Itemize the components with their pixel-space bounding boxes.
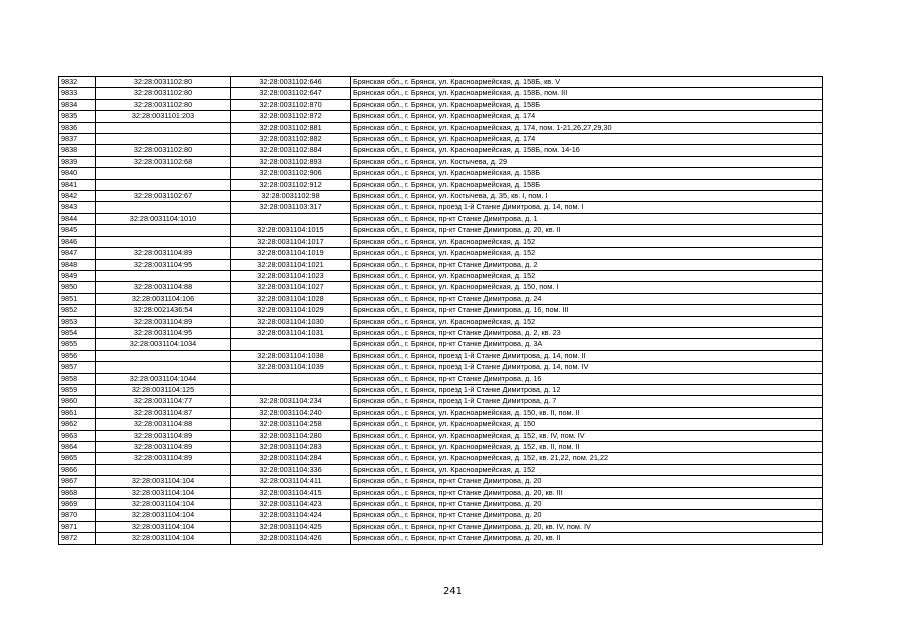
- cadastral-number-cell: [96, 464, 231, 475]
- table-row: [59, 202, 823, 213]
- cadastral-number-cell: [96, 122, 231, 133]
- cadastral-number-cell: 32:28:0031104:1044: [96, 373, 231, 384]
- cadastral-number-cell: [96, 134, 231, 145]
- row-number-cell: 9870: [59, 510, 96, 521]
- cadastral-number-cell: [96, 168, 231, 179]
- row-number-cell: 9836: [59, 122, 96, 133]
- object-cadastral-number-cell: [231, 213, 351, 224]
- address-cell: Брянская обл., г. Брянск, пр-кт Станке Димитрова, д. 2: [351, 259, 823, 270]
- cadastral-number-cell: 32:28:0031104:95: [96, 327, 231, 338]
- address-cell: Брянская обл., г. Брянск, ул. Красноармейская, д. 150: [351, 419, 823, 430]
- address-cell: Брянская обл., г. Брянск, пр-кт Станке Димитрова, д. 1: [351, 213, 823, 224]
- table-row: [59, 384, 823, 395]
- address-cell: Брянская обл., г. Брянск, проезд 1-й Станке Димитрова, д. 14, пом. I: [351, 202, 823, 213]
- address-cell: Брянская обл., г. Брянск, ул. Красноармейская, д. 174: [351, 111, 823, 122]
- address-cell: Брянская обл., г. Брянск, пр-кт Станке Димитрова, д. 20, кв. II: [351, 533, 823, 544]
- address-cell: Брянская обл., г. Брянск, проезд 1-й Станке Димитрова, д. 12: [351, 384, 823, 395]
- cadastral-number-cell: 32:28:0031102:68: [96, 156, 231, 167]
- object-cadastral-number-cell: 32:28:0031102:884: [231, 145, 351, 156]
- table-row: [59, 88, 823, 99]
- row-number-cell: 9851: [59, 293, 96, 304]
- object-cadastral-number-cell: 32:28:0031104:280: [231, 430, 351, 441]
- object-cadastral-number-cell: 32:28:0031104:1038: [231, 350, 351, 361]
- object-cadastral-number-cell: 32:28:0031104:1039: [231, 362, 351, 373]
- row-number-cell: 9837: [59, 134, 96, 145]
- object-cadastral-number-cell: 32:28:0031104:1028: [231, 293, 351, 304]
- row-number-cell: 9852: [59, 305, 96, 316]
- row-number-cell: 9854: [59, 327, 96, 338]
- table-row: [59, 168, 823, 179]
- row-number-cell: 9843: [59, 202, 96, 213]
- cadastral-number-cell: 32:28:0031104:89: [96, 248, 231, 259]
- table-row: [59, 225, 823, 236]
- table-row: [59, 236, 823, 247]
- cadastral-number-cell: [96, 225, 231, 236]
- row-number-cell: 9861: [59, 407, 96, 418]
- table-row: [59, 373, 823, 384]
- row-number-cell: 9833: [59, 88, 96, 99]
- object-cadastral-number-cell: 32:28:0031104:234: [231, 396, 351, 407]
- table-row: [59, 99, 823, 110]
- object-cadastral-number-cell: 32:28:0031102:872: [231, 111, 351, 122]
- address-cell: Брянская обл., г. Брянск, проезд 1-й Станке Димитрова, д. 14, пом. II: [351, 350, 823, 361]
- address-cell: Брянская обл., г. Брянск, ул. Красноармейская, д. 150, пом. I: [351, 282, 823, 293]
- object-cadastral-number-cell: 32:28:0031104:1015: [231, 225, 351, 236]
- cadastral-number-cell: 32:28:0031104:89: [96, 453, 231, 464]
- address-cell: Брянская обл., г. Брянск, ул. Красноармейская, д. 158Б: [351, 99, 823, 110]
- row-number-cell: 9849: [59, 270, 96, 281]
- address-cell: Брянская обл., г. Брянск, пр-кт Станке Димитрова, д. 24: [351, 293, 823, 304]
- table-row: [59, 156, 823, 167]
- table-row: [59, 453, 823, 464]
- table-row: [59, 145, 823, 156]
- table-row: [59, 510, 823, 521]
- cadastral-number-cell: 32:28:0031102:80: [96, 145, 231, 156]
- cadastral-number-cell: 32:28:0031102:67: [96, 191, 231, 202]
- address-cell: Брянская обл., г. Брянск, пр-кт Станке Димитрова, д. 20, кв. IV, пом. IV: [351, 521, 823, 532]
- address-cell: Брянская обл., г. Брянск, ул. Красноармейская, д. 158Б, пом. III: [351, 88, 823, 99]
- row-number-cell: 9865: [59, 453, 96, 464]
- table-row: [59, 339, 823, 350]
- row-number-cell: 9858: [59, 373, 96, 384]
- row-number-cell: 9868: [59, 487, 96, 498]
- table-row: [59, 191, 823, 202]
- table-row: [59, 521, 823, 532]
- table-row: [59, 305, 823, 316]
- registry-table: [58, 76, 823, 545]
- row-number-cell: 9853: [59, 316, 96, 327]
- object-cadastral-number-cell: 32:28:0031104:1021: [231, 259, 351, 270]
- table-row: [59, 213, 823, 224]
- row-number-cell: 9846: [59, 236, 96, 247]
- object-cadastral-number-cell: 32:28:0031102:881: [231, 122, 351, 133]
- table-row: [59, 442, 823, 453]
- address-cell: Брянская обл., г. Брянск, ул. Красноармейская, д. 152: [351, 316, 823, 327]
- address-cell: Брянская обл., г. Брянск, ул. Красноармейская, д. 174, пом. 1-21,26,27,29,30: [351, 122, 823, 133]
- object-cadastral-number-cell: 32:28:0031104:240: [231, 407, 351, 418]
- row-number-cell: 9850: [59, 282, 96, 293]
- table-row: [59, 533, 823, 544]
- object-cadastral-number-cell: 32:28:0031102:870: [231, 99, 351, 110]
- cadastral-number-cell: 32:28:0031104:88: [96, 419, 231, 430]
- table-row: [59, 476, 823, 487]
- cadastral-number-cell: 32:28:0031104:1034: [96, 339, 231, 350]
- cadastral-number-cell: 32:28:0031104:89: [96, 430, 231, 441]
- table-row: [59, 270, 823, 281]
- object-cadastral-number-cell: 32:28:0031104:423: [231, 499, 351, 510]
- cadastral-number-cell: 32:28:0031104:125: [96, 384, 231, 395]
- cadastral-number-cell: 32:28:0031102:80: [96, 88, 231, 99]
- address-cell: Брянская обл., г. Брянск, ул. Красноармейская, д. 152: [351, 236, 823, 247]
- object-cadastral-number-cell: [231, 373, 351, 384]
- address-cell: Брянская обл., г. Брянск, ул. Красноармейская, д. 152, кв. II, пом. II: [351, 442, 823, 453]
- cadastral-number-cell: 32:28:0031104:87: [96, 407, 231, 418]
- object-cadastral-number-cell: 32:28:0031104:1030: [231, 316, 351, 327]
- cadastral-number-cell: 32:28:0031104:106: [96, 293, 231, 304]
- address-cell: Брянская обл., г. Брянск, пр-кт Станке Димитрова, д. 16: [351, 373, 823, 384]
- address-cell: Брянская обл., г. Брянск, ул. Красноармейская, д. 152, кв. 21,22, пом. 21,22: [351, 453, 823, 464]
- cadastral-number-cell: 32:28:0031104:89: [96, 442, 231, 453]
- row-number-cell: 9842: [59, 191, 96, 202]
- row-number-cell: 9847: [59, 248, 96, 259]
- object-cadastral-number-cell: 32:28:0031104:1023: [231, 270, 351, 281]
- cadastral-number-cell: [96, 350, 231, 361]
- table-row: [59, 407, 823, 418]
- cadastral-number-cell: [96, 270, 231, 281]
- cadastral-number-cell: [96, 179, 231, 190]
- table-row: [59, 134, 823, 145]
- table-row: [59, 293, 823, 304]
- cadastral-number-cell: 32:28:0031104:104: [96, 510, 231, 521]
- row-number-cell: 9857: [59, 362, 96, 373]
- object-cadastral-number-cell: 32:28:0031102:98: [231, 191, 351, 202]
- table-row: [59, 282, 823, 293]
- row-number-cell: 9872: [59, 533, 96, 544]
- row-number-cell: 9832: [59, 77, 96, 88]
- cadastral-number-cell: [96, 362, 231, 373]
- object-cadastral-number-cell: [231, 384, 351, 395]
- object-cadastral-number-cell: 32:28:0031102:893: [231, 156, 351, 167]
- object-cadastral-number-cell: 32:28:0031104:1031: [231, 327, 351, 338]
- row-number-cell: 9863: [59, 430, 96, 441]
- registry-table-body: [59, 77, 823, 545]
- object-cadastral-number-cell: 32:28:0031104:1029: [231, 305, 351, 316]
- row-number-cell: 9867: [59, 476, 96, 487]
- address-cell: Брянская обл., г. Брянск, ул. Красноармейская, д. 150, кв. II, пом. II: [351, 407, 823, 418]
- table-row: [59, 259, 823, 270]
- cadastral-number-cell: 32:28:0031104:104: [96, 487, 231, 498]
- address-cell: Брянская обл., г. Брянск, ул. Красноармейская, д. 158Б: [351, 179, 823, 190]
- address-cell: Брянская обл., г. Брянск, ул. Красноармейская, д. 158Б: [351, 168, 823, 179]
- row-number-cell: 9866: [59, 464, 96, 475]
- table-row: [59, 248, 823, 259]
- address-cell: Брянская обл., г. Брянск, ул. Костычева, д. 35, кв. I, пом. I: [351, 191, 823, 202]
- address-cell: Брянская обл., г. Брянск, пр-кт Станке Димитрова, д. 16, пом. III: [351, 305, 823, 316]
- address-cell: Брянская обл., г. Брянск, пр-кт Станке Димитрова, д. 20: [351, 499, 823, 510]
- cadastral-number-cell: 32:28:0031104:104: [96, 476, 231, 487]
- row-number-cell: 9840: [59, 168, 96, 179]
- address-cell: Брянская обл., г. Брянск, ул. Красноармейская, д. 152: [351, 270, 823, 281]
- table-row: [59, 499, 823, 510]
- object-cadastral-number-cell: 32:28:0031104:1019: [231, 248, 351, 259]
- cadastral-number-cell: 32:28:0031104:104: [96, 499, 231, 510]
- table-row: [59, 396, 823, 407]
- row-number-cell: 9841: [59, 179, 96, 190]
- table-row: [59, 430, 823, 441]
- address-cell: Брянская обл., г. Брянск, пр-кт Станке Димитрова, д. 2, кв. 23: [351, 327, 823, 338]
- row-number-cell: 9855: [59, 339, 96, 350]
- cadastral-number-cell: 32:28:0031104:88: [96, 282, 231, 293]
- cadastral-number-cell: [96, 236, 231, 247]
- address-cell: Брянская обл., г. Брянск, пр-кт Станке Димитрова, д. 20: [351, 476, 823, 487]
- cadastral-number-cell: 32:28:0031104:104: [96, 533, 231, 544]
- address-cell: Брянская обл., г. Брянск, ул. Красноармейская, д. 158Б, пом. 14-16: [351, 145, 823, 156]
- address-cell: Брянская обл., г. Брянск, пр-кт Станке Димитрова, д. 20: [351, 510, 823, 521]
- row-number-cell: 9834: [59, 99, 96, 110]
- cadastral-number-cell: 32:28:0031104:95: [96, 259, 231, 270]
- cadastral-number-cell: 32:28:0031104:89: [96, 316, 231, 327]
- row-number-cell: 9835: [59, 111, 96, 122]
- object-cadastral-number-cell: 32:28:0031104:1027: [231, 282, 351, 293]
- object-cadastral-number-cell: 32:28:0031104:411: [231, 476, 351, 487]
- cadastral-number-cell: 32:28:0031101:203: [96, 111, 231, 122]
- address-cell: Брянская обл., г. Брянск, пр-кт Станке Димитрова, д. 3А: [351, 339, 823, 350]
- row-number-cell: 9869: [59, 499, 96, 510]
- row-number-cell: 9859: [59, 384, 96, 395]
- cadastral-number-cell: 32:28:0021436:54: [96, 305, 231, 316]
- object-cadastral-number-cell: 32:28:0031104:1017: [231, 236, 351, 247]
- address-cell: Брянская обл., г. Брянск, пр-кт Станке Димитрова, д. 20, кв. II: [351, 225, 823, 236]
- cadastral-number-cell: 32:28:0031104:1010: [96, 213, 231, 224]
- row-number-cell: 9860: [59, 396, 96, 407]
- object-cadastral-number-cell: 32:28:0031102:906: [231, 168, 351, 179]
- table-row: [59, 362, 823, 373]
- object-cadastral-number-cell: 32:28:0031104:415: [231, 487, 351, 498]
- address-cell: Брянская обл., г. Брянск, ул. Красноармейская, д. 152, кв. IV, пом. IV: [351, 430, 823, 441]
- cadastral-number-cell: 32:28:0031102:80: [96, 77, 231, 88]
- address-cell: Брянская обл., г. Брянск, проезд 1-й Станке Димитрова, д. 14, пом. IV: [351, 362, 823, 373]
- row-number-cell: 9862: [59, 419, 96, 430]
- object-cadastral-number-cell: 32:28:0031102:882: [231, 134, 351, 145]
- object-cadastral-number-cell: 32:28:0031104:424: [231, 510, 351, 521]
- object-cadastral-number-cell: [231, 339, 351, 350]
- table-row: [59, 179, 823, 190]
- address-cell: Брянская обл., г. Брянск, ул. Красноармейская, д. 152: [351, 248, 823, 259]
- address-cell: Брянская обл., г. Брянск, пр-кт Станке Димитрова, д. 20, кв. III: [351, 487, 823, 498]
- object-cadastral-number-cell: 32:28:0031104:284: [231, 453, 351, 464]
- row-number-cell: 9848: [59, 259, 96, 270]
- row-number-cell: 9838: [59, 145, 96, 156]
- table-row: [59, 487, 823, 498]
- object-cadastral-number-cell: 32:28:0031102:647: [231, 88, 351, 99]
- object-cadastral-number-cell: 32:28:0031104:425: [231, 521, 351, 532]
- object-cadastral-number-cell: 32:28:0031102:646: [231, 77, 351, 88]
- table-row: [59, 122, 823, 133]
- object-cadastral-number-cell: 32:28:0031104:258: [231, 419, 351, 430]
- cadastral-number-cell: 32:28:0031104:77: [96, 396, 231, 407]
- row-number-cell: 9856: [59, 350, 96, 361]
- object-cadastral-number-cell: 32:28:0031103:317: [231, 202, 351, 213]
- address-cell: Брянская обл., г. Брянск, ул. Красноармейская, д. 174: [351, 134, 823, 145]
- cadastral-number-cell: 32:28:0031104:104: [96, 521, 231, 532]
- row-number-cell: 9845: [59, 225, 96, 236]
- table-row: [59, 77, 823, 88]
- row-number-cell: 9844: [59, 213, 96, 224]
- object-cadastral-number-cell: 32:28:0031104:283: [231, 442, 351, 453]
- row-number-cell: 9871: [59, 521, 96, 532]
- table-row: [59, 350, 823, 361]
- object-cadastral-number-cell: 32:28:0031102:912: [231, 179, 351, 190]
- row-number-cell: 9864: [59, 442, 96, 453]
- table-row: [59, 111, 823, 122]
- row-number-cell: 9839: [59, 156, 96, 167]
- object-cadastral-number-cell: 32:28:0031104:336: [231, 464, 351, 475]
- cadastral-number-cell: 32:28:0031102:80: [96, 99, 231, 110]
- address-cell: Брянская обл., г. Брянск, проезд 1-й Станке Димитрова, д. 7: [351, 396, 823, 407]
- page-number: 241: [442, 586, 463, 597]
- table-row: [59, 464, 823, 475]
- address-cell: Брянская обл., г. Брянск, ул. Красноармейская, д. 152: [351, 464, 823, 475]
- address-cell: Брянская обл., г. Брянск, ул. Красноармейская, д. 158Б, кв. V: [351, 77, 823, 88]
- object-cadastral-number-cell: 32:28:0031104:426: [231, 533, 351, 544]
- table-row: [59, 419, 823, 430]
- table-row: [59, 316, 823, 327]
- cadastral-number-cell: [96, 202, 231, 213]
- table-row: [59, 327, 823, 338]
- address-cell: Брянская обл., г. Брянск, ул. Костычева, д. 29: [351, 156, 823, 167]
